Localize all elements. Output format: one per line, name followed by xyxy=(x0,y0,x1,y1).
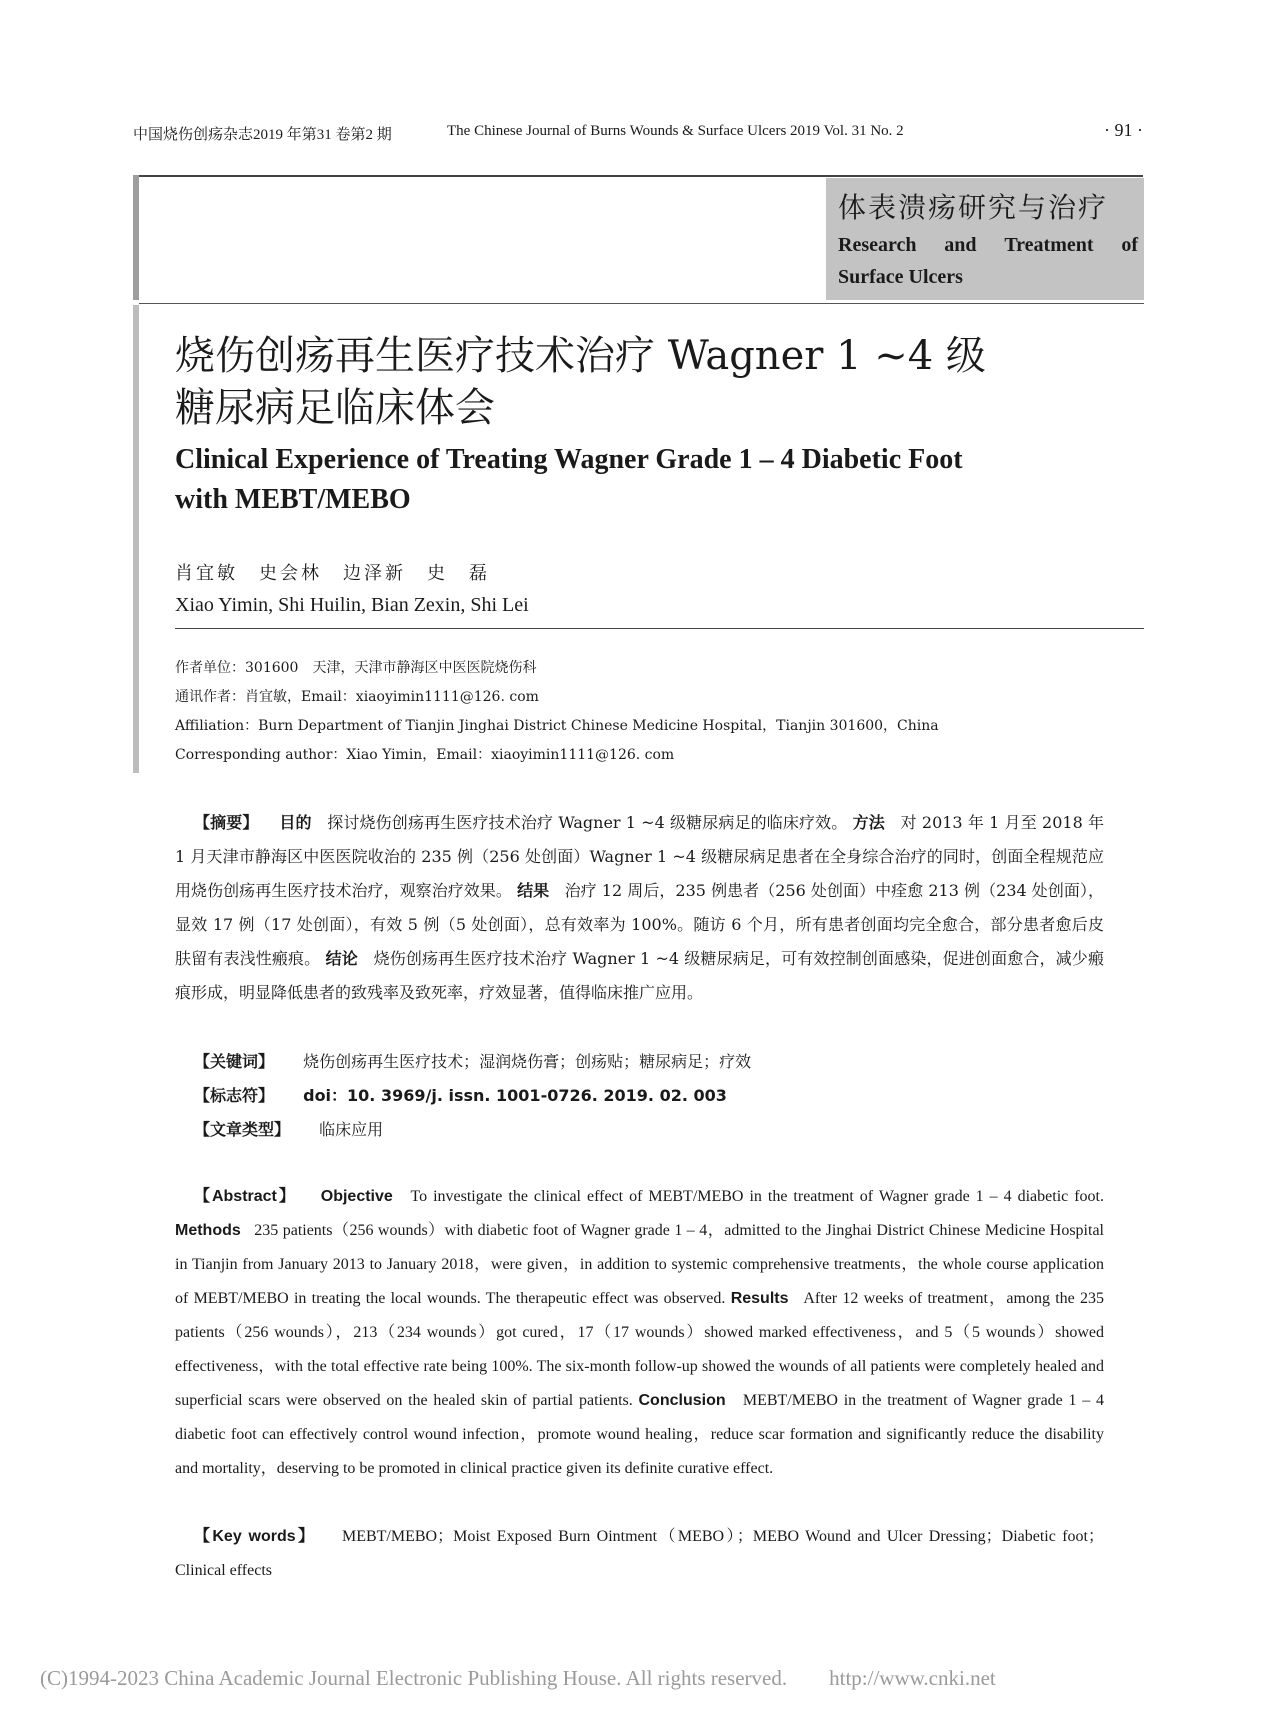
journal-name-en: The Chinese Journal of Burns Wounds & Surface Ulcers 2019 Vol. 31 No. 2 xyxy=(447,123,904,139)
authors-cn: 肖宜敏 史会林 边泽新 史 磊 xyxy=(175,563,490,584)
article-type-label: 【文章类型】 xyxy=(194,1120,291,1139)
author-rule xyxy=(175,628,1144,629)
section-title-cn: 体表溃疡研究与治疗 xyxy=(838,191,1109,224)
title-en-line1: Clinical Experience of Treating Wagner Grade 1 – 4 Diabetic Foot xyxy=(175,444,963,475)
section-word: and xyxy=(944,234,977,256)
abstract-en xyxy=(175,1180,1104,1486)
conclusion-text-en: MEBT/MEBO in the treatment of Wagner grade 1 – 4 diabetic foot can effectively control wound infection，promote wound healing，reduce scar formation and significantly reduce the disability and mortality，deserving to be promoted in clinical practice given its definite curative effect. xyxy=(175,1392,1105,1477)
results-label-cn: 结果 xyxy=(517,881,550,900)
keywords-en: MEBT/MEBO；Moist Exposed Burn Ointment（MEBO）；MEBO Wound and Ulcer Dressing；Diabetic foot；Clinical effects xyxy=(175,1528,1104,1579)
results-label-en: Results xyxy=(730,1290,789,1307)
abstract-label-cn: 【摘要】 xyxy=(194,813,259,832)
methods-text-cn: 对 2013 年 1 月至 2018 年 1 月天津市静海区中医医院收治的 235 例（256 处创面）Wagner 1 ~4 级糖尿病足患者在全身综合治疗的同时，创面全程规范应用烧伤创疡再生医疗技术治疗，观察治疗效果。 xyxy=(175,813,1104,900)
doi-value: doi：10. 3969/j. issn. 1001-0726. 2019. 02. 003 xyxy=(303,1086,727,1105)
keywords-cn: 烧伤创疡再生医疗技术；湿润烧伤膏；创疡贴；糖尿病足；疗效 xyxy=(303,1052,752,1071)
section-title-en-line1 xyxy=(838,234,1138,257)
results-text-en: After 12 weeks of treatment，among the 235 patients（256 wounds），213（234 wounds）got cured，17（17 wounds）showed marked effectiveness，and 5（5 wounds）showed effectiveness，with the total effective rate being 100%. The six-month follow-up showed the wounds of all patients were completely healed and superficial scars were observed on the healed skin of partial patients. xyxy=(175,1290,1105,1409)
affiliation-en: Affiliation：Burn Department of Tianjin Jinghai District Chinese Medicine Hospital，Tianjin 301600，China xyxy=(175,718,939,734)
abstract-cn xyxy=(175,806,1104,1010)
corresponding-author-cn: 通讯作者：肖宜敏，Email：xiaoyimin1111@126. com xyxy=(175,689,539,705)
header-rule xyxy=(133,175,1143,177)
methods-label-en: Methods xyxy=(175,1222,241,1239)
abstract-label-en: 【Abstract】 xyxy=(194,1188,297,1205)
article-title-en xyxy=(175,440,1075,520)
keywords-label-en: 【Key words】 xyxy=(194,1528,317,1545)
keywords-cn-row xyxy=(194,1049,751,1072)
methods-label-cn: 方法 xyxy=(852,813,885,832)
authors-en: Xiao Yimin, Shi Huilin, Bian Zexin, Shi Lei xyxy=(175,594,529,616)
running-header xyxy=(133,120,1143,148)
article-title-cn xyxy=(175,330,1075,434)
doi-row xyxy=(194,1083,751,1106)
section-word: of xyxy=(1121,234,1138,256)
results-text-cn: 治疗 12 周后，235 例患者（256 处创面）中痊愈 213 例（234 处创面），显效 17 例（17 处创面），有效 5 例（5 处创面），总有效率为 100%。随访 6 个月，所有患者创面均完全愈合，部分患者愈后皮肤留有表浅性瘢痕。 xyxy=(175,881,1104,968)
section-word: Treatment xyxy=(1004,234,1094,256)
conclusion-label-en: Conclusion xyxy=(638,1392,726,1409)
keywords-en-block xyxy=(175,1520,1104,1588)
objective-text-cn: 探讨烧伤创疡再生医疗技术治疗 Wagner 1 ~4 级糖尿病足的临床疗效。 xyxy=(327,813,848,832)
conclusion-text-cn: 烧伤创疡再生医疗技术治疗 Wagner 1 ~4 级糖尿病足，可有效控制创面感染，促进创面愈合，减少瘢痕形成，明显降低患者的致残率及致死率，疗效显著，值得临床推广应用。 xyxy=(175,949,1104,1002)
conclusion-label-cn: 结论 xyxy=(325,949,358,968)
page-number: · 91 · xyxy=(1104,120,1143,140)
methods-text-en: 235 patients（256 wounds）with diabetic foot of Wagner grade 1 – 4，admitted to the Jinghai District Chinese Medicine Hospital in Tianjin from January 2013 to January 2018，were given，in addition to systemic comprehensive treatments，the whole course application of MEBT/MEBO in treating the local wounds. The therapeutic effect was observed. xyxy=(175,1222,1104,1307)
copyright-watermark: (C)1994-2023 China Academic Journal Electronic Publishing House. All rights reserved. http://www.cnki.net xyxy=(40,1666,996,1690)
affiliation-unit-cn: 作者单位：301600 天津，天津市静海区中医医院烧伤科 xyxy=(175,660,537,676)
doi-label: 【标志符】 xyxy=(194,1086,275,1105)
corresponding-author-en: Corresponding author：Xiao Yimin，Email：xiaoyimin1111@126. com xyxy=(175,747,675,763)
objective-label-en: Objective xyxy=(320,1188,393,1205)
section-word: Research xyxy=(838,234,917,256)
objective-label-cn: 目的 xyxy=(279,813,312,832)
section-box xyxy=(826,178,1144,300)
article-type-row xyxy=(194,1117,383,1140)
objective-text-en: To investigate the clinical effect of MEBT/MEBO in the treatment of Wagner grade 1 – 4 diabetic foot. xyxy=(410,1188,1104,1205)
keywords-label-cn: 【关键词】 xyxy=(194,1052,275,1071)
journal-name-cn: 中国烧伤创疡杂志2019 年第31 卷第2 期 xyxy=(133,127,392,143)
title-cn-line2: 糖尿病足临床体会 xyxy=(175,385,495,431)
title-cn-line1: 烧伤创疡再生医疗技术治疗 Wagner 1 ~4 级 xyxy=(175,333,986,379)
title-side-bar xyxy=(133,305,139,773)
article-type-value: 临床应用 xyxy=(319,1120,384,1139)
section-rule xyxy=(139,303,1144,304)
section-side-bar xyxy=(133,175,139,300)
section-title-en-line2: Surface Ulcers xyxy=(838,266,963,288)
title-en-line2: with MEBT/MEBO xyxy=(175,484,411,515)
